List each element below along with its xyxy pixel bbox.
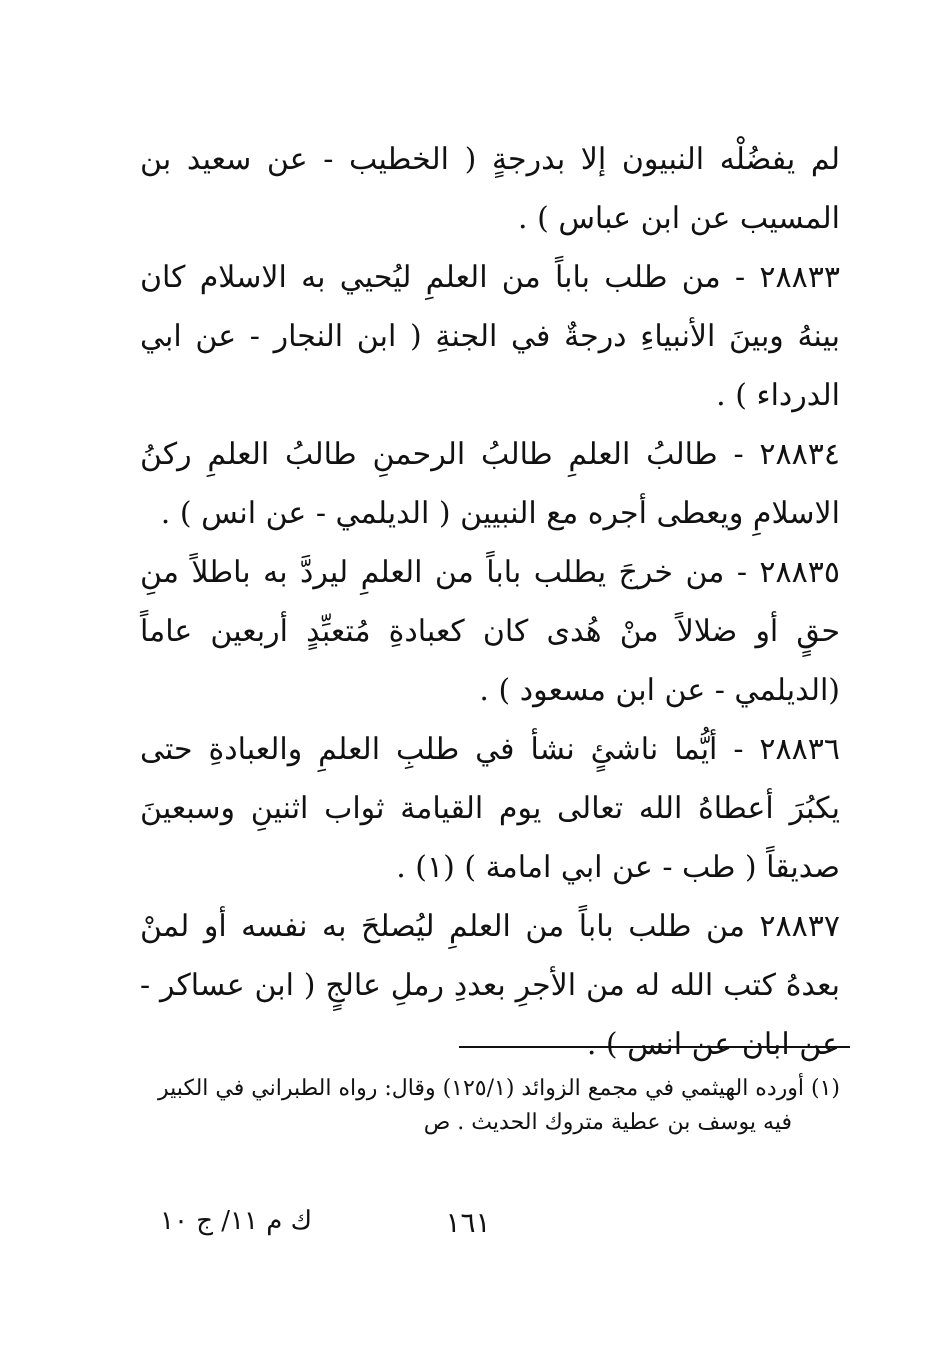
footnote [140,1072,840,1140]
footnote-divider [459,1046,850,1048]
hadith-28834: ٢٨٨٣٤ - طالبُ العلمِ طالبُ الرحمنِ طالبُ العلمِ ركنُ الاسلامِ ويعطى أجره مع النبيين ( الديلمي - عن انس ) . [140,437,840,531]
hadith-28837: ٢٨٨٣٧ من طلب باباً من العلمِ ليُصلحَ به نفسه أو لمنْ بعدهُ كتب الله له من الأجرِ بعددِ رملِ عالجٍ ( ابن عساكر - عن ابان عن انس ) . [140,909,840,1062]
hadith-28833: ٢٨٨٣٣ - من طلب باباً من العلمِ ليُحيي به الاسلام كان بينهُ وبينَ الأنبياءِ درجةٌ في الجنةِ ( ابن النجار - عن ابي الدرداء ) . [140,260,840,413]
paragraph-continuation: لم يفضُلْه النبيون إلا بدرجةٍ ( الخطيب - عن سعيد بن المسيب عن ابن عباس ) . [140,142,840,236]
hadith-28835: ٢٨٨٣٥ - من خرجَ يطلب باباً من العلمِ ليردَّ به باطلاً منِ حقٍ أو ضلالاً منْ هُدى كان كعبادةِ مُتعبِّدٍ أربعين عاماً (الديلمي - عن ابن مسعود ) . [140,555,840,708]
page-number: ١٦١ [445,1206,491,1239]
footnote-line-2: فيه يوسف بن عطية متروك الحديث . ص [423,1110,792,1135]
hadith-28836: ٢٨٨٣٦ - أيُّما ناشئٍ نشأ في طلبِ العلمِ والعبادةِ حتى يكبُرَ أعطاهُ الله تعالى يوم القيامة ثواب اثنينِ وسبعينَ صديقاً ( طب - عن ابي امامة ) (١) . [140,732,840,885]
body-text [140,130,840,1074]
footnote-line-1: (١) أورده الهيثمي في مجمع الزوائد (١٢٥/١) وقال: رواه الطبراني في الكبير [158,1076,840,1101]
printer-signature: ك م ١١/ ج ١٠ [160,1206,313,1236]
